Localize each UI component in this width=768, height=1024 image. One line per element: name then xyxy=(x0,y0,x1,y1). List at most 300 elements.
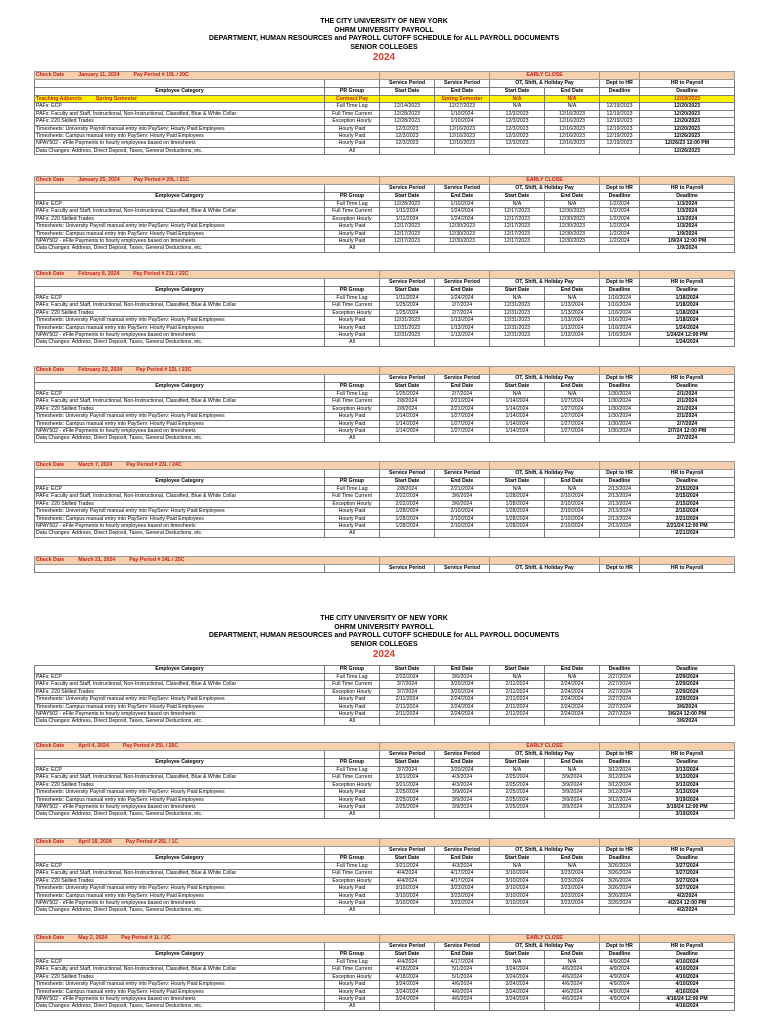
employee-category: Timesheets: Campus manual entry into PayServ: Hourly Paid Employees xyxy=(35,988,325,995)
check-date-row xyxy=(35,935,735,943)
date-cell: 2/13/2024 xyxy=(600,523,640,530)
date-cell: N/A xyxy=(490,295,545,302)
date-cell: 3/24/2024 xyxy=(490,981,545,988)
date-cell xyxy=(545,907,600,914)
pay-section-mar-7 xyxy=(34,461,734,538)
employee-category: PAFs: ECP xyxy=(35,391,325,398)
header-cell: End Date xyxy=(435,951,490,959)
pr-group: Full Time Lag xyxy=(325,486,380,493)
table-row xyxy=(35,245,735,252)
pay-section-may-2 xyxy=(34,934,734,1011)
header-year: 2024 xyxy=(372,52,396,63)
pr-group: Full Time Lag xyxy=(325,201,380,208)
date-cell: 12/28/2023 xyxy=(380,110,435,117)
employee-category: PAFs: Faculty and Staff, Instructional, Non-Instructional, Classified, Blue & White Collar xyxy=(35,110,325,117)
table-row xyxy=(35,110,735,117)
column-header-row xyxy=(35,80,735,88)
date-cell: 4/6/2024 xyxy=(545,981,600,988)
table-row xyxy=(35,718,735,725)
date-cell: 12/16/2023 xyxy=(435,140,490,147)
date-cell: 4/17/2024 xyxy=(435,959,490,966)
pr-group: Full Time Current xyxy=(325,493,380,500)
hr-deadline: 1/3/2024 xyxy=(640,201,735,208)
pay-section-feb-8 xyxy=(34,270,734,347)
table-row xyxy=(35,208,735,215)
header-cell: End Date xyxy=(545,287,600,295)
date-cell xyxy=(435,245,490,252)
date-cell: 2/27/2024 xyxy=(600,681,640,688)
header-cell xyxy=(325,847,380,855)
hr-deadline: 3/13/2024 xyxy=(640,789,735,796)
employee-category: PAFs: Faculty and Staff, Instructional, Non-Instructional, Classified, Blue & White Collar xyxy=(35,870,325,877)
employee-category: PAFs: Faculty and Staff, Instructional, Non-Instructional, Classified, Blue & White Collar xyxy=(35,681,325,688)
header-subtitle: SENIOR COLLEGES xyxy=(350,43,418,51)
table-row xyxy=(35,900,735,907)
check-date-value: February 22, 2024 xyxy=(78,367,123,373)
date-cell: 2/10/2024 xyxy=(435,523,490,530)
pay-period-label: Pay Period # 20L / 21C xyxy=(133,177,190,183)
date-cell: 12/3/2023 xyxy=(380,125,435,132)
check-date-row xyxy=(35,743,735,751)
date-cell: 3/24/2024 xyxy=(490,973,545,980)
date-cell xyxy=(545,530,600,537)
hr-deadline: 2/7/2024 xyxy=(640,420,735,427)
date-cell: 4/3/2024 xyxy=(435,774,490,781)
check-date-value: March 7, 2024 xyxy=(78,462,113,468)
check-date-row xyxy=(35,462,735,470)
check-date-label: Check Date xyxy=(36,743,65,749)
header-cell: Service Period xyxy=(435,751,490,759)
employee-category: NPAY502 - eFile Payments to hourly employees based on timesheets xyxy=(35,523,325,530)
date-cell: 12/17/2023 xyxy=(380,230,435,237)
date-cell xyxy=(600,718,640,725)
hr-deadline: 3/13/2024 xyxy=(640,774,735,781)
header-cell: HR to Payroll xyxy=(640,847,735,855)
date-cell: 12/19/2023 xyxy=(600,110,640,117)
header-cell xyxy=(325,943,380,951)
teaching-semester-label: Spring Semester xyxy=(95,96,138,102)
date-cell xyxy=(380,435,435,442)
header-cell: Start Date xyxy=(380,951,435,959)
column-subheader-row xyxy=(35,951,735,959)
hr-deadline: 3/27/2024 xyxy=(640,863,735,870)
table-row xyxy=(35,391,735,398)
header-cell: PR Group xyxy=(325,855,380,863)
header-cell: Deadline xyxy=(640,193,735,201)
date-cell: 12/30/2023 xyxy=(545,238,600,245)
hr-deadline: 1/24/24 12:00 PM xyxy=(640,332,735,339)
header-cell: Service Period xyxy=(435,279,490,287)
pr-group: Hourly Paid xyxy=(325,892,380,899)
date-cell xyxy=(600,1003,640,1010)
employee-category: PAFs: ECP xyxy=(35,103,325,110)
date-cell: 1/14/2024 xyxy=(380,428,435,435)
header-cell: Deadline xyxy=(640,287,735,295)
employee-category: Data Changes: Address, Direct Deposit, Taxes, General Deductions, etc. xyxy=(35,147,325,154)
date-cell: 2/24/2024 xyxy=(435,696,490,703)
date-cell xyxy=(545,147,600,154)
header-cell: Service Period xyxy=(380,751,435,759)
date-cell: 3/9/2024 xyxy=(545,781,600,788)
check-date-row xyxy=(35,557,735,565)
header-cell: Deadline xyxy=(600,478,640,486)
header-cell: Start Date xyxy=(380,666,435,674)
employee-category: PAFs: ECP xyxy=(35,486,325,493)
hr-deadline: 3/6/2024 xyxy=(640,718,735,725)
date-cell: 2/8/2024 xyxy=(380,405,435,412)
header-cell: Start Date xyxy=(380,855,435,863)
spacer-cell xyxy=(380,177,490,185)
header-cell: Dept to HR xyxy=(600,279,640,287)
date-cell: 1/14/2024 xyxy=(380,420,435,427)
employee-category: PAFs: 220 Skilled Trades xyxy=(35,781,325,788)
column-header-row: Service Period Service Period OT, Shift, & Holiday Pay Dept to HR HR to Payroll xyxy=(35,565,735,573)
date-cell: 3/24/2024 xyxy=(380,988,435,995)
pay-section-mar-21-partial xyxy=(34,556,734,573)
date-cell: 1/11/2024 xyxy=(380,215,435,222)
header-cell: OT, Shift, & Holiday Pay xyxy=(490,279,600,287)
employee-category: Data Changes: Address, Direct Deposit, Taxes, General Deductions, etc. xyxy=(35,245,325,252)
pr-group: Full Time Current xyxy=(325,208,380,215)
employee-category: Data Changes: Address, Direct Deposit, Taxes, General Deductions, etc. xyxy=(35,811,325,818)
table-row xyxy=(35,688,735,695)
pr-group: All xyxy=(325,245,380,252)
date-cell: 2/11/2024 xyxy=(490,696,545,703)
date-cell: N/A xyxy=(545,863,600,870)
spacer-cell xyxy=(600,72,640,80)
header-cell: End Date xyxy=(545,478,600,486)
table-row xyxy=(35,405,735,412)
spacer-cell xyxy=(600,177,640,185)
header-cell: Employee Category xyxy=(35,88,325,96)
hr-deadline: 12/26/2023 xyxy=(640,147,735,154)
header-org: THE CITY UNIVERSITY OF NEW YORK xyxy=(320,18,448,25)
employee-category: Timesheets: Campus manual entry into PayServ: Hourly Paid Employees xyxy=(35,420,325,427)
header-cell xyxy=(325,751,380,759)
date-cell: 3/23/2024 xyxy=(545,892,600,899)
pr-group: Full Time Lag xyxy=(325,674,380,681)
column-subheader-row xyxy=(35,666,735,674)
teaching-category-cell xyxy=(35,96,325,103)
pr-group: Hourly Paid xyxy=(325,996,380,1003)
date-cell: 1/13/2024 xyxy=(545,324,600,331)
date-cell: 3/26/2024 xyxy=(600,870,640,877)
date-cell: 12/17/2023 xyxy=(490,230,545,237)
table-row xyxy=(35,811,735,818)
header-cell: End Date xyxy=(545,759,600,767)
date-cell: N/A xyxy=(490,767,545,774)
pr-group: Hourly Paid xyxy=(325,332,380,339)
pr-group: Exception Hourly xyxy=(325,118,380,125)
header-cell: Start Date xyxy=(380,383,435,391)
date-cell: 12/30/2023 xyxy=(435,238,490,245)
pr-group: Hourly Paid xyxy=(325,900,380,907)
date-cell: 1/14/2024 xyxy=(490,413,545,420)
date-cell: 3/24/2024 xyxy=(380,996,435,1003)
table-row xyxy=(35,420,735,427)
date-cell xyxy=(600,530,640,537)
header-cell: Deadline xyxy=(600,759,640,767)
date-cell: 2/11/2024 xyxy=(380,711,435,718)
hr-deadline: 2/21/2024 xyxy=(640,515,735,522)
date-cell: 12/16/2023 xyxy=(545,133,600,140)
header-cell: Dept to HR xyxy=(600,80,640,88)
header-year: 2024 xyxy=(372,649,396,660)
date-cell: 2/24/2024 xyxy=(545,711,600,718)
table-row xyxy=(35,230,735,237)
column-subheader-row xyxy=(35,193,735,201)
hr-deadline: 2/29/2024 xyxy=(640,696,735,703)
header-cell: Dept to HR xyxy=(600,751,640,759)
pr-group: Full Time Lag xyxy=(325,295,380,302)
date-cell: 1/25/2024 xyxy=(380,309,435,316)
date-cell: 1/2/2024 xyxy=(600,238,640,245)
date-cell: 2/10/2024 xyxy=(545,500,600,507)
header-cell: Deadline xyxy=(600,666,640,674)
hr-deadline: 2/15/2024 xyxy=(640,508,735,515)
date-cell: 2/11/2024 xyxy=(490,711,545,718)
check-date-value: February 8, 2024 xyxy=(78,271,120,277)
date-cell: 1/16/2024 xyxy=(600,309,640,316)
check-date-cell xyxy=(35,935,380,943)
date-cell: 2/7/2024 xyxy=(435,302,490,309)
date-cell: 3/21/2024 xyxy=(380,781,435,788)
date-cell: 2/10/2024 xyxy=(545,523,600,530)
header-cell xyxy=(325,185,380,193)
teaching-category-label: Teaching Adjuncts xyxy=(36,96,82,102)
table-row xyxy=(35,238,735,245)
pr-group: Full Time Current xyxy=(325,398,380,405)
header-cell xyxy=(35,943,325,951)
hr-deadline: 2/29/2024 xyxy=(640,681,735,688)
date-cell: 4/6/2024 xyxy=(545,966,600,973)
spacer-cell xyxy=(380,935,490,943)
pay-period-label: Pay Period # 24L / 25C xyxy=(129,557,185,563)
hr-deadline: 3/19/2024 xyxy=(640,811,735,818)
date-cell: 1/14/2024 xyxy=(490,398,545,405)
date-cell: 2/8/2024 xyxy=(380,398,435,405)
date-cell: 2/27/2024 xyxy=(600,703,640,710)
date-cell: 4/9/2024 xyxy=(600,959,640,966)
check-date-cell xyxy=(35,271,380,279)
spacer-cell xyxy=(600,367,640,375)
header-unit: OHRM UNIVERSITY PAYROLL xyxy=(334,26,434,34)
employee-category: PAFs: 220 Skilled Trades xyxy=(35,215,325,222)
pay-section-mar-21-continued xyxy=(34,665,734,726)
employee-category: Timesheets: University Payroll manual entry into PayServ: Hourly Paid Employees xyxy=(35,317,325,324)
header-cell: Dept to HR xyxy=(600,847,640,855)
header-cell: PR Group xyxy=(325,287,380,295)
date-cell: 1/16/2024 xyxy=(600,324,640,331)
date-cell: 1/2/2024 xyxy=(600,230,640,237)
date-cell: N/A xyxy=(545,959,600,966)
date-cell: 1/28/2024 xyxy=(380,508,435,515)
date-cell xyxy=(490,339,545,346)
table-row xyxy=(35,530,735,537)
date-cell: 12/31/2023 xyxy=(490,302,545,309)
date-cell: 3/10/2024 xyxy=(380,885,435,892)
employee-category: NPAY502 - eFile Payments to hourly employees based on timesheets xyxy=(35,428,325,435)
pr-group: Hourly Paid xyxy=(325,133,380,140)
date-cell: 2/22/2024 xyxy=(380,500,435,507)
table-row xyxy=(35,147,735,154)
check-date-row xyxy=(35,839,735,847)
date-cell: 3/26/2024 xyxy=(600,885,640,892)
header-cell: Service Period xyxy=(380,375,435,383)
table-row xyxy=(35,428,735,435)
employee-category: Timesheets: Campus manual entry into PayServ: Hourly Paid Employees xyxy=(35,230,325,237)
date-cell: 2/13/2024 xyxy=(600,500,640,507)
date-cell: 2/27/2024 xyxy=(600,711,640,718)
table-row xyxy=(35,332,735,339)
pr-group: Hourly Paid xyxy=(325,125,380,132)
date-cell: 1/27/2024 xyxy=(545,398,600,405)
table-row xyxy=(35,767,735,774)
date-cell: 2/24/2024 xyxy=(545,688,600,695)
employee-category: PAFs: Faculty and Staff, Instructional, Non-Instructional, Classified, Blue & White Collar xyxy=(35,208,325,215)
employee-category: PAFs: 220 Skilled Trades xyxy=(35,309,325,316)
date-cell: N/A xyxy=(490,959,545,966)
date-cell: 1/28/2024 xyxy=(490,515,545,522)
header-cell: Dept to HR xyxy=(600,943,640,951)
date-cell: 1/28/2024 xyxy=(380,523,435,530)
table-row xyxy=(35,696,735,703)
date-cell: 1/25/2024 xyxy=(380,302,435,309)
date-cell: 12/3/2023 xyxy=(380,133,435,140)
date-cell: 1/27/2024 xyxy=(545,428,600,435)
pr-group: All xyxy=(325,530,380,537)
header-cell: PR Group xyxy=(325,666,380,674)
date-cell xyxy=(435,435,490,442)
date-cell xyxy=(380,1003,435,1010)
date-cell: 4/3/2024 xyxy=(435,863,490,870)
date-cell: 2/21/2024 xyxy=(435,486,490,493)
table-row xyxy=(35,1003,735,1010)
date-cell: 2/25/2024 xyxy=(380,796,435,803)
date-cell xyxy=(545,339,600,346)
header-cell xyxy=(35,375,325,383)
hr-deadline: 2/7/24 12:00 PM xyxy=(640,428,735,435)
date-cell: 12/17/2023 xyxy=(380,238,435,245)
hr-deadline: 2/7/2024 xyxy=(640,435,735,442)
pr-group: Full Time Lag xyxy=(325,391,380,398)
date-cell: 4/9/2024 xyxy=(600,996,640,1003)
date-cell: 12/27/2023 xyxy=(435,103,490,110)
pr-group: Hourly Paid xyxy=(325,789,380,796)
header-cell: Service Period xyxy=(380,279,435,287)
hr-deadline: 3/19/2024 xyxy=(640,796,735,803)
header-cell: Deadline xyxy=(600,855,640,863)
hr-deadline: 1/9/2024 xyxy=(640,245,735,252)
table-row xyxy=(35,201,735,208)
table-row xyxy=(35,885,735,892)
hr-deadline: 2/15/2024 xyxy=(640,493,735,500)
pr-group: Exception Hourly xyxy=(325,688,380,695)
header-cell: Deadline xyxy=(640,759,735,767)
table-cell xyxy=(380,96,435,103)
column-header-row xyxy=(35,279,735,287)
date-cell: 3/21/2024 xyxy=(380,774,435,781)
date-cell: 1/16/2024 xyxy=(600,332,640,339)
column-subheader-row xyxy=(35,855,735,863)
date-cell: 4/17/2024 xyxy=(435,870,490,877)
check-date-value: April 18, 2024 xyxy=(78,839,112,845)
date-cell: 4/4/2024 xyxy=(380,870,435,877)
header-cell: Dept to HR xyxy=(600,375,640,383)
header-cell: OT, Shift, & Holiday Pay xyxy=(490,375,600,383)
date-cell: 3/23/2024 xyxy=(545,870,600,877)
employee-category: PAFs: 220 Skilled Trades xyxy=(35,118,325,125)
header-cell xyxy=(325,279,380,287)
date-cell: 2/24/2024 xyxy=(435,703,490,710)
date-cell: 3/9/2024 xyxy=(545,804,600,811)
hr-deadline: 1/18/2024 xyxy=(640,309,735,316)
hr-deadline: 3/6/24 12:00 PM xyxy=(640,711,735,718)
hr-deadline: 1/9/2024 xyxy=(640,230,735,237)
date-cell: 1/25/2024 xyxy=(380,391,435,398)
date-cell xyxy=(435,907,490,914)
table-row xyxy=(35,413,735,420)
date-cell: 3/10/2024 xyxy=(490,870,545,877)
date-cell xyxy=(490,907,545,914)
date-cell: 2/13/2024 xyxy=(600,508,640,515)
date-cell xyxy=(380,530,435,537)
pr-group: Hourly Paid xyxy=(325,988,380,995)
header-cell: Deadline xyxy=(640,855,735,863)
date-cell: 12/28/2023 xyxy=(380,201,435,208)
header-cell: Deadline xyxy=(640,951,735,959)
pay-section-feb-22 xyxy=(34,366,734,443)
date-cell: 1/13/2024 xyxy=(545,302,600,309)
pay-period-label: Pay Period # 22L / 23C xyxy=(136,367,192,373)
date-cell: 2/10/2024 xyxy=(545,515,600,522)
date-cell: 12/17/2023 xyxy=(490,238,545,245)
header-cell: Deadline xyxy=(640,383,735,391)
pr-group: Exception Hourly xyxy=(325,405,380,412)
pr-group: Hourly Paid xyxy=(325,428,380,435)
date-cell: N/A xyxy=(490,391,545,398)
hr-deadline: 3/13/2024 xyxy=(640,781,735,788)
employee-category: PAFs: Faculty and Staff, Instructional, Non-Instructional, Classified, Blue & White Collar xyxy=(35,398,325,405)
header-cell: Start Date xyxy=(380,287,435,295)
date-cell: 3/24/2024 xyxy=(490,966,545,973)
spacer-cell xyxy=(600,462,640,470)
date-cell xyxy=(545,245,600,252)
date-cell: 1/28/2024 xyxy=(490,493,545,500)
date-cell: 3/12/2024 xyxy=(600,767,640,774)
date-cell: 3/24/2024 xyxy=(490,996,545,1003)
employee-category: PAFs: ECP xyxy=(35,674,325,681)
date-cell: 3/9/2024 xyxy=(435,796,490,803)
employee-category: PAFs: Faculty and Staff, Instructional, Non-Instructional, Classified, Blue & White Collar xyxy=(35,774,325,781)
header-cell: End Date xyxy=(435,287,490,295)
header-cell: Start Date xyxy=(380,759,435,767)
hr-deadline: 4/10/2024 xyxy=(640,966,735,973)
header-cell: HR to Payroll xyxy=(640,943,735,951)
header-subtitle: SENIOR COLLEGES xyxy=(350,640,418,648)
date-cell: 12/19/2023 xyxy=(600,125,640,132)
spacer-cell xyxy=(640,743,735,751)
header-cell xyxy=(35,80,325,88)
early-close-label: EARLY CLOSE xyxy=(490,177,600,185)
date-cell: 4/6/2024 xyxy=(545,988,600,995)
hr-deadline: 1/3/2024 xyxy=(640,208,735,215)
header-cell: End Date xyxy=(545,383,600,391)
employee-category: PAFs: 220 Skilled Trades xyxy=(35,405,325,412)
date-cell: 1/27/2024 xyxy=(435,420,490,427)
header-cell: HR to Payroll xyxy=(640,80,735,88)
pr-group: Exception Hourly xyxy=(325,215,380,222)
